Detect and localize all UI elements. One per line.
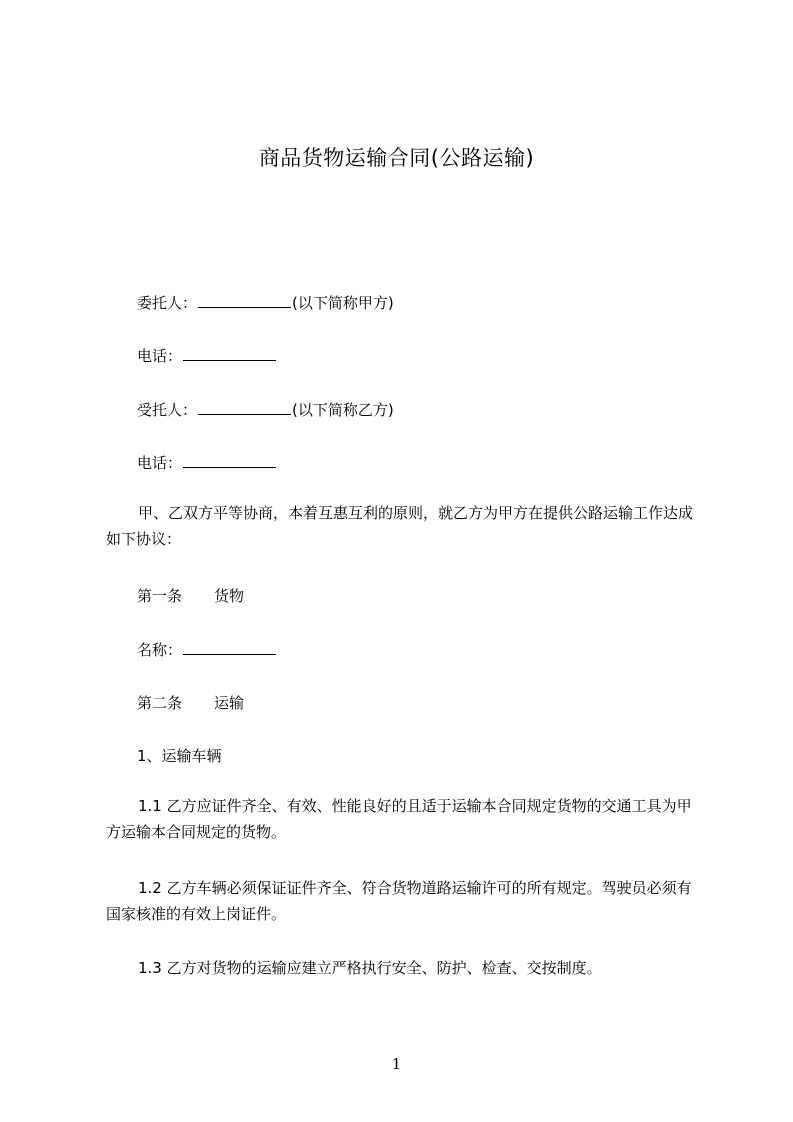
article-2-heading xyxy=(137,692,244,713)
phone-a-blank xyxy=(183,346,276,361)
party-b-label: 受托人： xyxy=(137,401,198,419)
clause-1-1-text: 1.1 乙方应证件齐全、有效、性能良好的且适于运输本合同规定货物的交通工具为甲方运输本合同规定的货物。 xyxy=(106,797,692,841)
phone-a-line xyxy=(137,345,277,366)
party-b-blank xyxy=(198,400,291,415)
clause-1-1-paragraph xyxy=(106,793,706,845)
clause-1-3-paragraph xyxy=(106,955,706,981)
party-b-line xyxy=(137,399,394,420)
article-2-number: 第二条 xyxy=(137,694,183,712)
page-number: 1 xyxy=(391,1055,402,1073)
phone-b-line xyxy=(137,452,277,473)
section-1-title: 1、运输车辆 xyxy=(137,747,222,765)
article-1-number: 第一条 xyxy=(137,587,183,605)
phone-b-blank xyxy=(183,453,276,468)
party-a-blank xyxy=(198,293,291,308)
preamble-text: 甲、乙双方平等协商，本着互惠互利的原则，就乙方为甲方在提供公路运输工作达成如下协议： xyxy=(106,504,694,548)
goods-name-line xyxy=(137,639,277,660)
phone-b-label: 电话： xyxy=(137,454,183,472)
party-a-suffix: (以下简称甲方) xyxy=(292,294,394,312)
article-2-title: 运输 xyxy=(214,694,245,712)
document-title: 商品货物运输合同(公路运输) xyxy=(258,146,535,170)
article-1-title: 货物 xyxy=(214,587,245,605)
clause-1-3-text: 1.3 乙方对货物的运输应建立严格执行安全、防护、检查、交按制度。 xyxy=(138,959,602,977)
party-b-suffix: (以下简称乙方) xyxy=(292,401,394,419)
article-1-heading xyxy=(137,585,244,606)
phone-a-label: 电话： xyxy=(137,347,183,365)
party-a-label: 委托人： xyxy=(137,294,198,312)
preamble-paragraph xyxy=(106,500,706,552)
goods-name-label: 名称： xyxy=(137,641,183,659)
party-a-line xyxy=(137,292,394,313)
goods-name-blank xyxy=(183,640,276,655)
clause-1-2-paragraph xyxy=(106,875,706,927)
clause-1-2-text: 1.2 乙方车辆必须保证证件齐全、符合货物道路运输许可的所有规定。驾驶员必须有国家核准的有效上岗证件。 xyxy=(106,879,692,923)
